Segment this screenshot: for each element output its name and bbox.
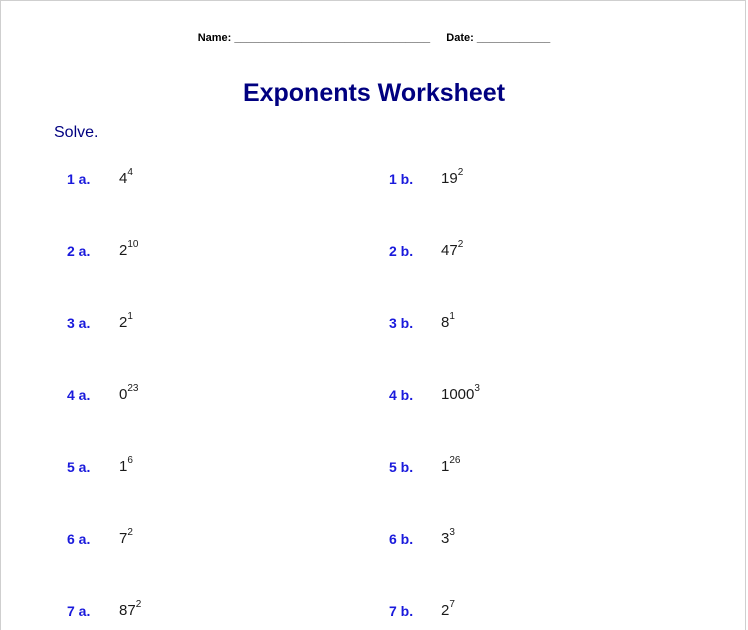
exponent: 3 [474,383,480,394]
problem-expression [119,167,133,187]
problem-expression [441,599,455,619]
problem-expression [441,239,464,259]
problem-5a [67,455,367,481]
exponent: 10 [127,239,139,250]
problem-label: 3 a. [67,315,91,331]
exponent: 7 [449,599,455,610]
problem-expression [441,383,480,403]
base: 4 [119,170,128,187]
problem-4a [67,383,367,409]
name-label: Name: [197,32,232,44]
problem-label: 1 a. [67,171,91,187]
problem-label: 4 b. [389,387,414,403]
exponent: 2 [127,527,133,538]
problem-label: 6 a. [67,531,91,547]
problem-7b [389,599,689,625]
base: 2 [119,314,128,331]
problem-expression [119,599,142,619]
problem-1a [67,167,367,193]
base: 1 [119,458,128,475]
exponent: 2 [457,239,464,250]
problem-label: 5 a. [67,459,91,475]
base: 87 [119,602,136,619]
instruction-text: Solve. [54,124,99,141]
base: 3 [441,530,450,547]
page-title: Exponents Worksheet [242,79,506,107]
problem-label: 5 b. [389,459,414,475]
problem-2a [67,239,367,265]
problem-label: 4 a. [67,387,91,403]
problem-5b [389,455,689,481]
problem-label: 2 a. [67,243,91,259]
problem-expression [119,239,139,259]
exponent: 23 [127,383,139,394]
exponent: 4 [127,167,133,178]
problem-expression [441,167,464,187]
exponent: 2 [457,167,464,178]
problem-expression [119,383,139,403]
base: 8 [441,314,450,331]
problem-1b [389,167,689,193]
exponent: 26 [449,455,461,466]
problem-expression [441,311,455,331]
base: 7 [119,530,128,547]
name-blank: ________________________________ [234,32,431,44]
base: 47 [441,242,458,259]
problem-3a [67,311,367,337]
problem-label: 7 b. [389,603,414,619]
problem-6b [389,527,689,553]
problem-label: 3 b. [389,315,414,331]
exponent: 2 [135,599,142,610]
problem-4b [389,383,689,409]
problem-expression [119,527,133,547]
problem-label: 7 a. [67,603,91,619]
base: 1 [441,458,450,475]
problem-expression [441,527,455,547]
problem-expression [119,455,133,475]
problem-label: 6 b. [389,531,414,547]
problem-3b [389,311,689,337]
exponent: 1 [449,311,455,322]
problem-expression [441,455,461,475]
exponent: 6 [127,455,133,466]
base: 0 [119,386,128,403]
header-line [1,32,746,44]
problem-7a [67,599,367,625]
date-blank: ____________ [476,32,551,44]
exponent: 1 [127,311,133,322]
exponent: 3 [449,527,455,538]
problem-6a [67,527,367,553]
base: 2 [441,602,450,619]
problem-label: 2 b. [389,243,414,259]
base: 2 [119,242,128,259]
date-label: Date: [446,32,474,44]
base: 19 [441,170,458,187]
problem-expression [119,311,133,331]
problem-2b [389,239,689,265]
base: 1000 [441,386,475,403]
problem-label: 1 b. [389,171,414,187]
